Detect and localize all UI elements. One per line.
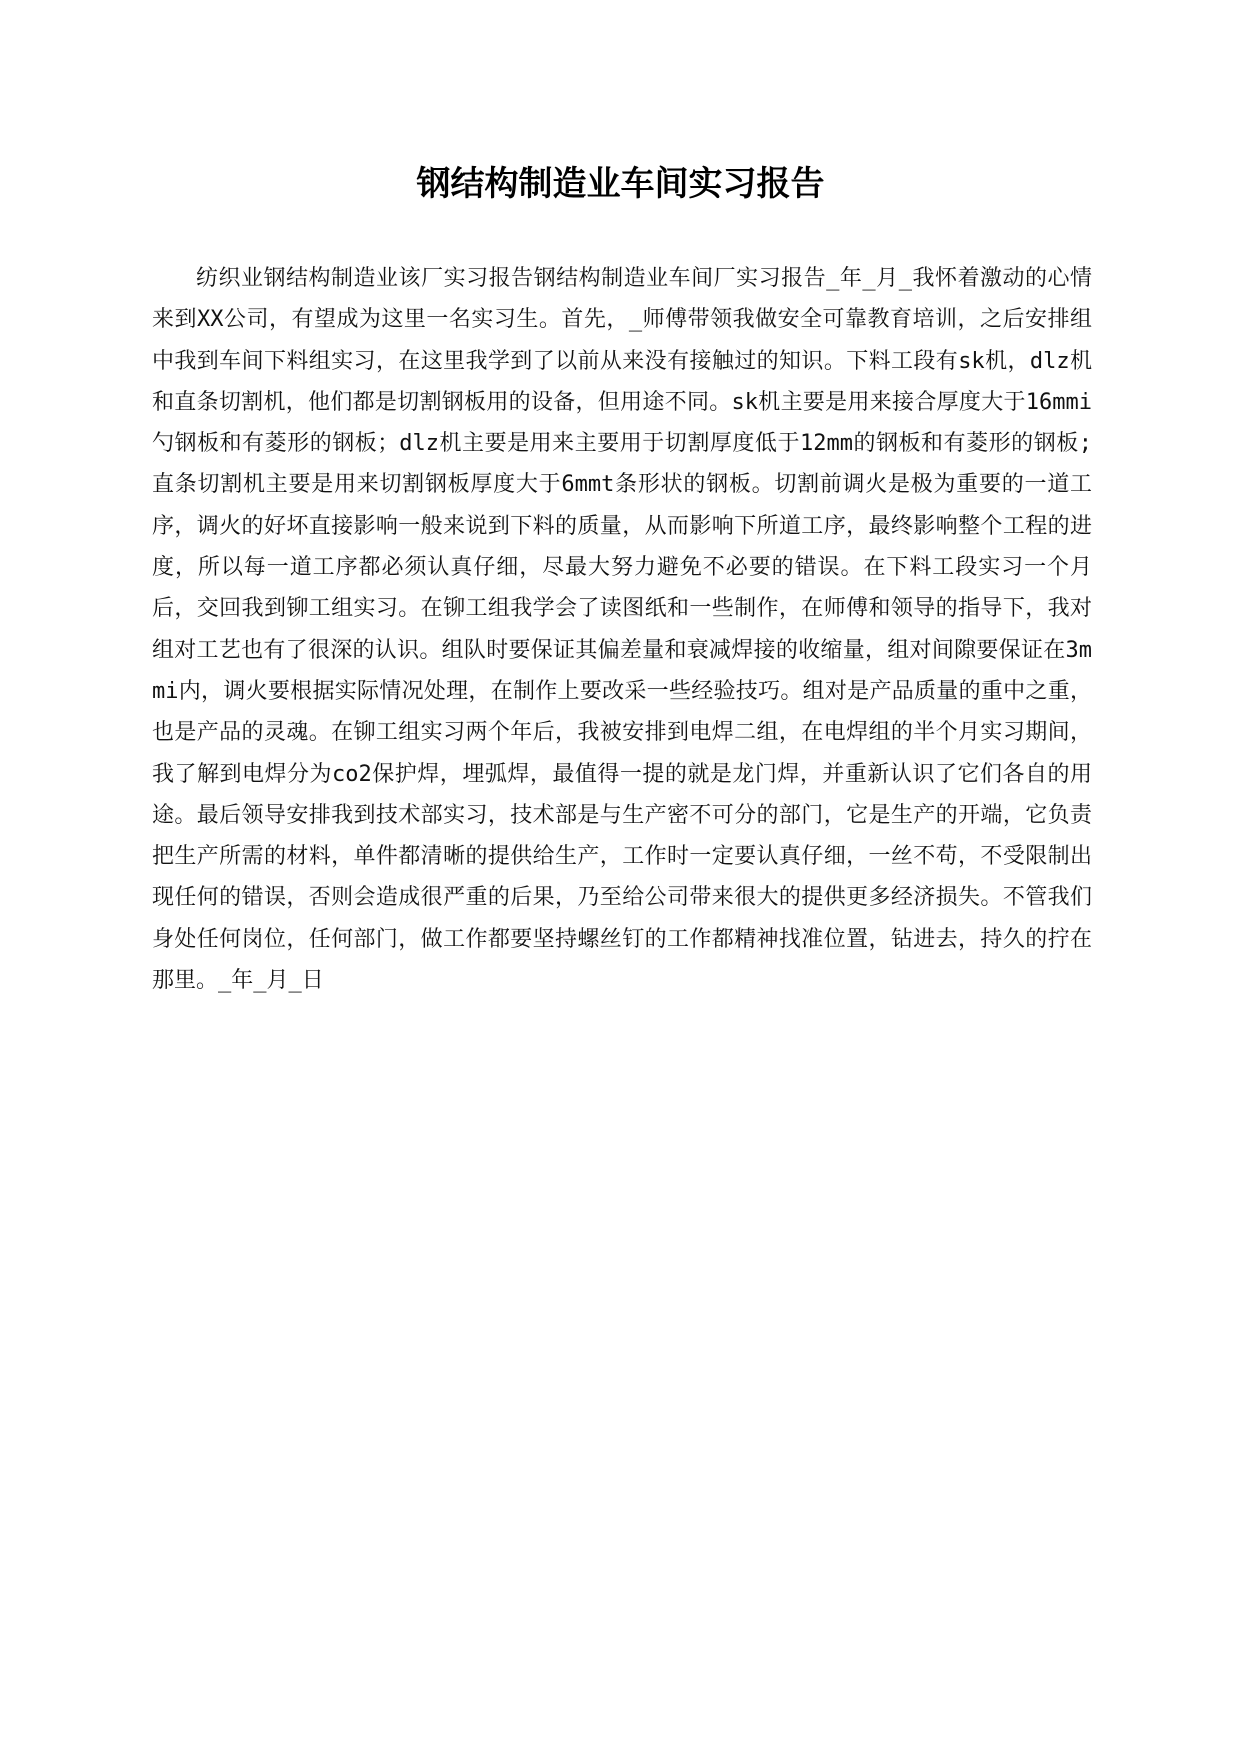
document-title: 钢结构制造业车间实习报告 xyxy=(416,164,825,204)
document-body-paragraph: 纺织业钢结构制造业该厂实习报告钢结构制造业车间厂实习报告_年_月_我怀着激动的心情来到XX公司，有望成为这里一名实习生。首先，_师傅带领我做安全可靠教育培训，之后安排组中我到车间下料组实习，在这里我学到了以前从来没有接触过的知识。下料工段有sk机，dlz机和直条切割机，他们都是切割钢板用的设备，但用途不同。sk机主要是用来接合厚度大于16mmi勺钢板和有菱形的钢板；dlz机主要是用来主要用于切割厚度低于12mm的钢板和有菱形的钢板;直条切割机主要是用来切割钢板厚度大于6mmt条形状的钢板。切割前调火是极为重要的一道工序，调火的好坏直接影响一般来说到下料的质量，从而影响下所道工序，最终影响整个工程的进度，所以每一道工序都必须认真仔细，尽最大努力避免不必要的错误。在下料工段实习一个月后，交回我到铆工组实习。在铆工组我学会了读图纸和一些制作，在师傅和领导的指导下，我对组对工艺也有了很深的认识。组队时要保证其偏差量和衰减焊接的收缩量，组对间隙要保证在3mmi内，调火要根据实际情况处理，在制作上要改采一些经验技巧。组对是产品质量的重中之重，也是产品的灵魂。在铆工组实习两个年后，我被安排到电焊二组，在电焊组的半个月实习期间，我了解到电焊分为co2保护焊，埋弧焊，最值得一提的就是龙门焊，并重新认识了它们各自的用途。最后领导安排我到技术部实习，技术部是与生产密不可分的部门，它是生产的开端，它负责把生产所需的材料，单件都清晰的提供给生产，工作时一定要认真仔细，一丝不苟，不受限制出现任何的错误，否则会造成很严重的后果，乃至给公司带来很大的提供更多经济损失。不管我们身处任何岗位，任何部门，做工作都要坚持螺丝钉的工作都精神找准位置，钻进去，持久的拧在那里。_年_月_日 xyxy=(152,266,1092,994)
